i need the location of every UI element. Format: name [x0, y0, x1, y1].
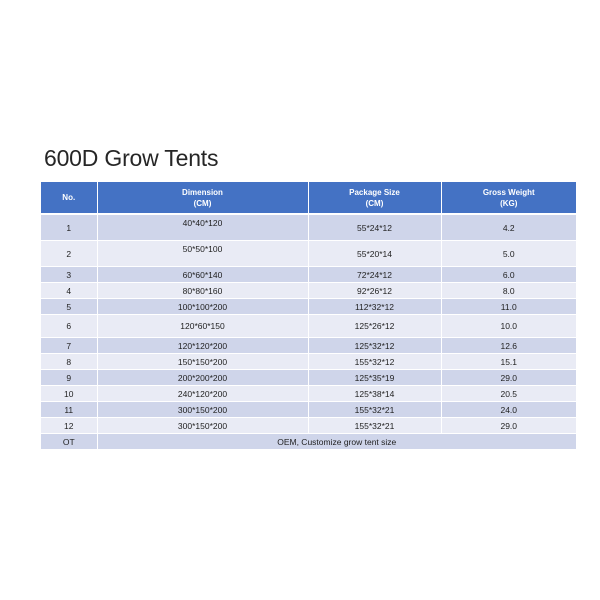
cell-package: 92*26*12 — [308, 283, 441, 299]
spec-table — [41, 182, 576, 450]
header-weight-unit: (KG) — [500, 198, 518, 208]
cell-weight: 11.0 — [441, 299, 576, 315]
table-row — [41, 402, 576, 418]
table-row — [41, 214, 576, 241]
table-row — [41, 283, 576, 299]
cell-no: 1 — [41, 214, 97, 241]
cell-no: 2 — [41, 241, 97, 267]
cell-no: OT — [41, 434, 97, 450]
cell-no: 9 — [41, 370, 97, 386]
cell-dimension: 60*60*140 — [97, 267, 308, 283]
header-no-label: No. — [62, 193, 76, 202]
cell-package: 155*32*21 — [308, 418, 441, 434]
cell-no: 8 — [41, 354, 97, 370]
cell-weight: 15.1 — [441, 354, 576, 370]
cell-weight: 29.0 — [441, 418, 576, 434]
cell-weight: 8.0 — [441, 283, 576, 299]
cell-no: 12 — [41, 418, 97, 434]
cell-dimension: 50*50*100 — [97, 241, 308, 267]
cell-no: 4 — [41, 283, 97, 299]
cell-weight: 5.0 — [441, 241, 576, 267]
cell-weight: 29.0 — [441, 370, 576, 386]
cell-package: 55*20*14 — [308, 241, 441, 267]
table-row — [41, 315, 576, 338]
cell-weight: 24.0 — [441, 402, 576, 418]
cell-dimension: 120*120*200 — [97, 338, 308, 354]
cell-dimension: 150*150*200 — [97, 354, 308, 370]
header-package-unit: (CM) — [365, 198, 384, 208]
header-no — [41, 182, 97, 214]
table-row — [41, 370, 576, 386]
cell-dimension: 100*100*200 — [97, 299, 308, 315]
table-row — [41, 418, 576, 434]
cell-no: 3 — [41, 267, 97, 283]
header-dimension-unit: (CM) — [193, 198, 212, 208]
header-dimension — [97, 182, 308, 214]
table-row — [41, 267, 576, 283]
table-footer-row — [41, 434, 576, 450]
cell-dimension: 40*40*120 — [97, 214, 308, 241]
cell-weight: 10.0 — [441, 315, 576, 338]
cell-no: 6 — [41, 315, 97, 338]
cell-dimension: 80*80*160 — [97, 283, 308, 299]
header-package-size — [308, 182, 441, 214]
cell-package: 125*35*19 — [308, 370, 441, 386]
cell-weight: 12.6 — [441, 338, 576, 354]
cell-package: 125*38*14 — [308, 386, 441, 402]
table-row — [41, 241, 576, 267]
header-package-label: Package Size — [349, 187, 400, 197]
cell-dimension: 300*150*200 — [97, 402, 308, 418]
cell-package: 112*32*12 — [308, 299, 441, 315]
table-row — [41, 354, 576, 370]
table-row — [41, 338, 576, 354]
header-gross-weight — [441, 182, 576, 214]
header-dimension-label: Dimension — [182, 187, 223, 197]
cell-package: 125*26*12 — [308, 315, 441, 338]
cell-package: 125*32*12 — [308, 338, 441, 354]
cell-dimension: 120*60*150 — [97, 315, 308, 338]
table-row — [41, 386, 576, 402]
cell-package: 72*24*12 — [308, 267, 441, 283]
cell-oem-note: OEM, Customize grow tent size — [97, 434, 576, 450]
cell-no: 11 — [41, 402, 97, 418]
cell-package: 155*32*21 — [308, 402, 441, 418]
cell-no: 7 — [41, 338, 97, 354]
cell-dimension: 240*120*200 — [97, 386, 308, 402]
table-row — [41, 299, 576, 315]
cell-weight: 4.2 — [441, 214, 576, 241]
cell-package: 55*24*12 — [308, 214, 441, 241]
cell-weight: 6.0 — [441, 267, 576, 283]
cell-no: 10 — [41, 386, 97, 402]
header-weight-label: Gross Weight — [482, 187, 535, 197]
cell-dimension: 300*150*200 — [97, 418, 308, 434]
page-title: 600D Grow Tents — [44, 145, 219, 171]
cell-package: 155*32*12 — [308, 354, 441, 370]
table-header-row — [41, 182, 576, 214]
cell-weight: 20.5 — [441, 386, 576, 402]
cell-dimension: 200*200*200 — [97, 370, 308, 386]
cell-no: 5 — [41, 299, 97, 315]
